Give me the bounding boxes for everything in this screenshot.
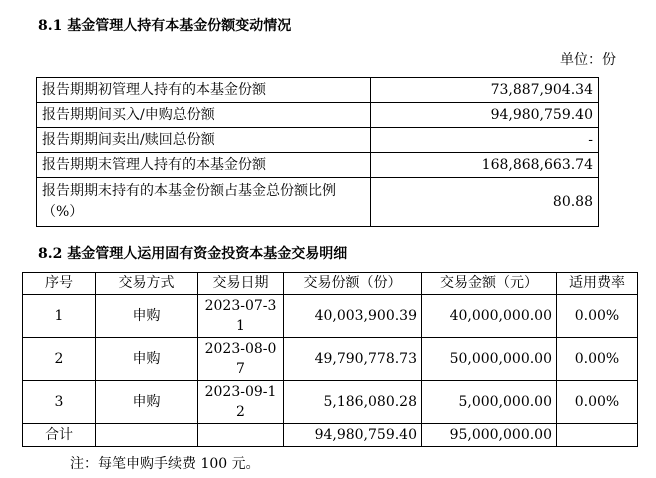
table-row [23,338,638,381]
cell-method: 申购 [96,381,198,424]
row-value: 80.88 [371,178,599,227]
cell-fee: 0.00% [557,295,638,338]
total-empty-cell [557,424,638,447]
table-row [37,103,599,128]
transaction-detail-table [22,272,638,447]
table-row [37,178,599,227]
table-row [37,128,599,153]
row-value: - [371,128,599,153]
cell-no: 2 [23,338,96,381]
table-row [37,153,599,178]
row-label: 报告期期间买入/申购总份额 [37,103,371,128]
total-amount: 95,000,000.00 [422,424,557,447]
cell-amount: 5,000,000.00 [422,381,557,424]
cell-amount: 40,000,000.00 [422,295,557,338]
cell-method: 申购 [96,295,198,338]
cell-fee: 0.00% [557,338,638,381]
cell-shares: 5,186,080.28 [284,381,422,424]
holding-change-table [36,77,599,227]
total-label: 合计 [23,424,96,447]
row-label: 报告期期末管理人持有的本基金份额 [37,153,371,178]
header-method: 交易方式 [96,273,198,295]
section-8-1-title: 8.1 基金管理人持有本基金份额变动情况 [38,18,292,34]
cell-shares: 49,790,778.73 [284,338,422,381]
table-row [37,78,599,103]
table-total-row [23,424,638,447]
cell-fee: 0.00% [557,381,638,424]
row-label: 报告期期末持有的本基金份额占基金总份额比例（%） [37,178,371,227]
cell-no: 1 [23,295,96,338]
total-empty-cell [96,424,198,447]
cell-method: 申购 [96,338,198,381]
cell-shares: 40,003,900.39 [284,295,422,338]
fee-note: 注：每笔申购手续费 100 元。 [70,456,260,472]
row-label: 报告期期初管理人持有的本基金份额 [37,78,371,103]
header-date: 交易日期 [198,273,284,295]
header-shares: 交易份额（份） [284,273,422,295]
section-8-2-title: 8.2 基金管理人运用固有资金投资本基金交易明细 [38,246,348,262]
table-row [23,295,638,338]
table-header-row [23,273,638,295]
cell-amount: 50,000,000.00 [422,338,557,381]
row-value: 73,887,904.34 [371,78,599,103]
header-no: 序号 [23,273,96,295]
unit-label: 单位：份 [560,52,616,68]
table-row [23,381,638,424]
cell-date: 2023-07-31 [198,295,284,338]
header-amount: 交易金额（元） [422,273,557,295]
row-value: 94,980,759.40 [371,103,599,128]
total-shares: 94,980,759.40 [284,424,422,447]
header-fee: 适用费率 [557,273,638,295]
total-empty-cell [198,424,284,447]
row-label: 报告期期间卖出/赎回总份额 [37,128,371,153]
row-value: 168,868,663.74 [371,153,599,178]
cell-date: 2023-09-12 [198,381,284,424]
cell-date: 2023-08-07 [198,338,284,381]
cell-no: 3 [23,381,96,424]
